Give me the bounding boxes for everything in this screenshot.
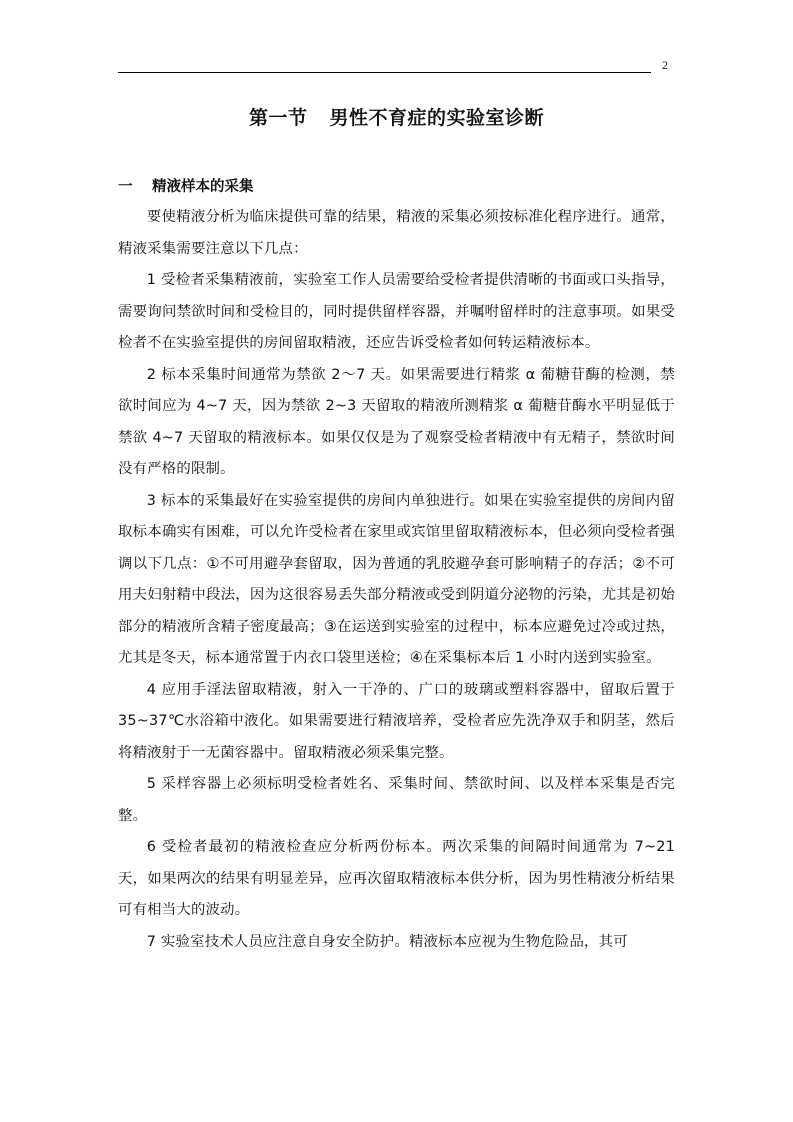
- paragraph-item-2: 2 标本采集时间通常为禁欲 2～7 天。如果需要进行精浆 α 葡糖苷酶的检测，禁欲时间应为 4~7 天，因为禁欲 2~3 天留取的精液所测精浆 α 葡糖苷酶水平明显低于禁欲 4~7 天留取的精液标本。如果仅仅是为了观察受检者精液中有无精子，禁欲时间没有严格的限制。: [118, 366, 675, 477]
- section-number: 第一节: [248, 107, 308, 129]
- subsection-title: 精液样本的采集: [152, 179, 254, 195]
- subsection-number: 一: [118, 179, 133, 195]
- paragraph-item-6: 6 受检者最初的精液检查应分析两份标本。两次采集的间隔时间通常为 7~21 天，如果两次的结果有明显差异，应再次留取精液标本供分析，因为男性精液分析结果可有相当大的波动。: [118, 839, 675, 918]
- paragraph-item-3: 3 标本的采集最好在实验室提供的房间内单独进行。如果在实验室提供的房间内留取标本确实有困难，可以允许受检者在家里或宾馆里留取精液标本，但必须向受检者强调以下几点：①不可用避孕套留取，因为普通的乳胶避孕套可影响精子的存活；②不可用夫妇射精中段法，因为这很容易丢失部分精液或受到阴道分泌物的污染，尤其是初始部分的精液所含精子密度最高；③在运送到实验室的过程中，标本应避免过冷或过热，尤其是冬天，标本通常置于内衣口袋里送检；④在采集标本后 1 小时内送到实验室。: [118, 492, 675, 666]
- header-rule: [118, 72, 651, 73]
- paragraph-item-1: 1 受检者采集精液前，实验室工作人员需要给受检者提供清晰的书面或口头指导，需要询问禁欲时间和受检目的，同时提供留样容器，并嘱咐留样时的注意事项。如果受检者不在实验室提供的房间留取精液，还应告诉受检者如何转运精液标本。: [118, 272, 675, 351]
- body-text: [118, 202, 675, 958]
- section-title-text: 男性不育症的实验室诊断: [329, 107, 545, 129]
- page-number: 2: [662, 58, 668, 72]
- paragraph-item-5: 5 采样容器上必须标明受检者姓名、采集时间、禁欲时间、以及样本采集是否完整。: [118, 776, 675, 824]
- section-title: [118, 104, 675, 132]
- subsection-heading: [118, 176, 254, 198]
- paragraph-item-4: 4 应用手淫法留取精液，射入一干净的、广口的玻璃或塑料容器中，留取后置于 35~37℃水浴箱中液化。如果需要进行精液培养，受检者应先洗净双手和阴茎，然后将精液射于一无菌容器中。留取精液必须采集完整。: [118, 681, 675, 761]
- paragraph-intro: 要使精液分析为临床提供可靠的结果，精液的采集必须按标准化程序进行。通常，精液采集需要注意以下几点：: [118, 209, 675, 257]
- paragraph-item-7: 7 实验室技术人员应注意自身安全防护。精液标本应视为生物危险品，其可: [146, 933, 628, 950]
